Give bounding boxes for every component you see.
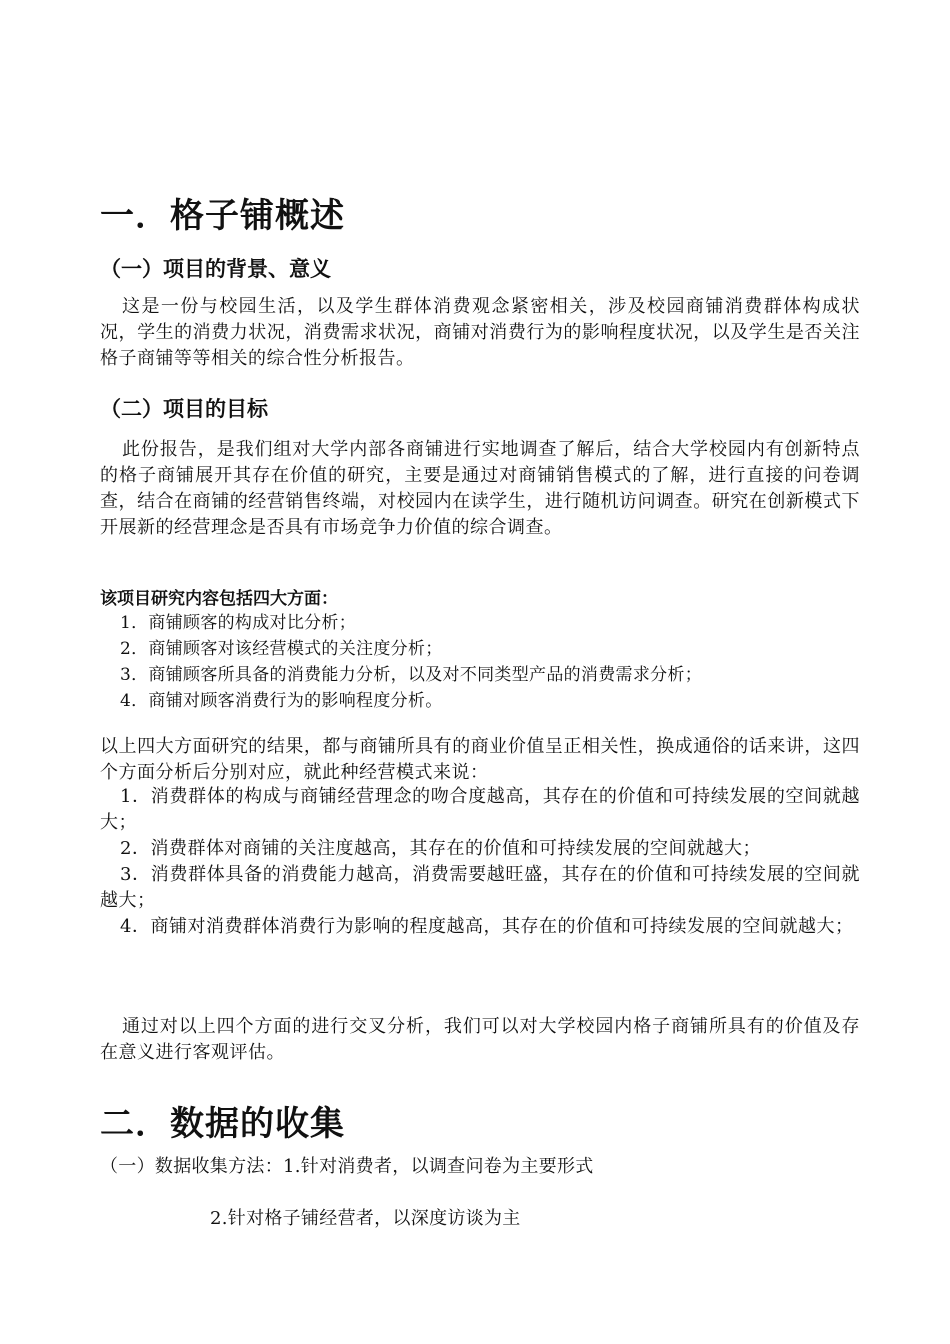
- results-intro-paragraph: 以上四大方面研究的结果，都与商铺所具有的商业价值呈正相关性，换成通俗的话来讲，这四个方面分析后分别对应，就此种经营模式来说：: [100, 736, 860, 783]
- goal-paragraph: 此份报告，是我们组对大学内部各商铺进行实地调查了解后，结合大学校园内有创新特点的格子商铺展开其存在价值的研究，主要是通过对商铺销售模式的了解，进行直接的问卷调查，结合在商铺的经营销售终端，对校园内在读学生，进行随机访问调查。研究在创新模式下开展新的经营理念是否具有市场竞争力价值的综合调查。: [100, 439, 860, 538]
- background-paragraph: 这是一份与校园生活，以及学生群体消费观念紧密相关，涉及校园商铺消费群体构成状况，学生的消费力状况，消费需求状况，商铺对消费行为的影响程度状况，以及学生是否关注格子商铺等等相关的综合性分析报告。: [100, 296, 860, 369]
- section-1-heading: 一．格子铺概述: [100, 196, 345, 236]
- list-item: 2．商铺顾客对该经营模式的关注度分析；: [120, 639, 443, 659]
- list-item: 2．消费群体对商铺的关注度越高，其存在的价值和可持续发展的空间就越大；: [120, 838, 761, 859]
- research-content-list: [100, 610, 880, 714]
- results-list: [100, 784, 860, 940]
- list-item: 4．商铺对消费群体消费行为影响的程度越高，其存在的价值和可持续发展的空间就越大；: [120, 916, 854, 937]
- research-content-label: 该项目研究内容包括四大方面：: [100, 589, 338, 609]
- list-item: 4．商铺对顾客消费行为的影响程度分析。: [120, 691, 443, 711]
- conclusion-paragraph: 通过对以上四个方面的进行交叉分析，我们可以对大学校园内格子商铺所具有的价值及存在意义进行客观评估。: [100, 1016, 860, 1063]
- section-2-heading: 二．数据的收集: [100, 1104, 345, 1144]
- data-collection-method-line-1: （一）数据收集方法：1.针对消费者，以调查问卷为主要形式: [100, 1156, 594, 1177]
- list-item: 1．消费群体的构成与商铺经营理念的吻合度越高，其存在的价值和可持续发展的空间就越大；: [100, 786, 860, 833]
- list-item: 3．消费群体具备的消费能力越高，消费需要越旺盛，其存在的价值和可持续发展的空间就越大；: [100, 864, 860, 911]
- data-collection-method-line-2: 2.针对格子铺经营者，以深度访谈为主: [210, 1208, 521, 1229]
- subsection-background-heading: （一）项目的背景、意义: [100, 256, 331, 281]
- subsection-goal-heading: （二）项目的目标: [100, 396, 268, 421]
- list-item: 3．商铺顾客所具备的消费能力分析，以及对不同类型产品的消费需求分析；: [120, 665, 703, 685]
- list-item: 1．商铺顾客的构成对比分析；: [120, 613, 357, 633]
